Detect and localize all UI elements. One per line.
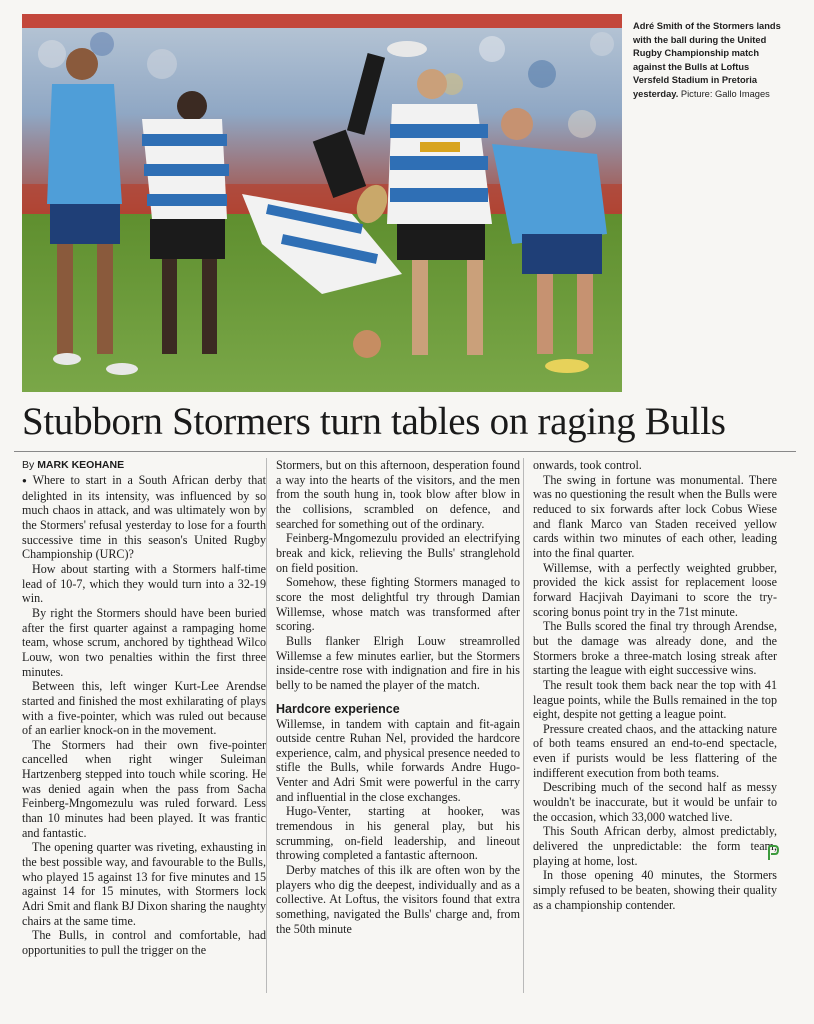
match-photo xyxy=(22,14,622,392)
article-paragraph: How about starting with a Stormers half-time lead of 10-7, which they would turn into a 32-19 win. xyxy=(22,561,266,606)
article-paragraph: The Stormers had their own five-pointer cancelled when right winger Suleiman Hartzenberg stepped into touch while scoring. He was denied again when the pass from Sacha Feinberg-Mngomezulu was ruled forward. Less than 10 minutes had been played. It was frantic and fantastic. xyxy=(22,737,266,840)
article-paragraph: Bulls flanker Elrigh Louw streamrolled Willemse a few minutes earlier, but the Stormers inside-centre rose with indignation and fire in his belly to be named the player of the match. xyxy=(276,633,520,692)
subheading: Hardcore experience xyxy=(276,701,400,716)
article-paragraph: Willemse, in tandem with captain and fit-again outside centre Ruhan Nel, provided the hardcore experience, calm, and physical presence needed to stifle the Bulls, while forwards Andre Hugo-Venter and Adri Smit were powerful in the carry and influential in the close exchanges. xyxy=(276,716,520,804)
article-paragraph: Describing much of the second half as messy wouldn't be inaccurate, but it would be unfair to the occasion, which 33,000 watched live. xyxy=(533,780,777,824)
article-column-1 xyxy=(22,458,266,958)
byline-author: MARK KEOHANE xyxy=(37,459,125,471)
article-paragraph: In those opening 40 minutes, the Stormers simply refused to be beaten, showing their quality as a championship contender. xyxy=(533,868,777,912)
caption-text: Adré Smith of the Stormers lands with the ball during the United Rugby Championship match against the Bulls at Loftus Versfeld Stadium in Pretoria yesterday. xyxy=(633,21,781,99)
article-column-3 xyxy=(533,458,777,912)
column-divider xyxy=(523,458,524,993)
headline: Stubborn Stormers turn tables on raging Bulls xyxy=(22,400,726,443)
headline-rule xyxy=(14,451,796,452)
article-paragraph: Derby matches of this ilk are often won by the players who dig the deepest, individually and as a collective. At Loftus, the visitors found that extra something, navigated the Bulls' charge and, from the 50th minute xyxy=(276,863,520,936)
article-column-2 xyxy=(276,458,520,936)
article-paragraph: Pressure created chaos, and the attacking nature of both teams ensured an end-to-end spectacle, even if purists would be less flattering of the indifferent execution from both teams. xyxy=(533,721,777,780)
article-paragraph: Stormers, but on this afternoon, desperation found a way into the hearts of the visitors, and the men from the south hung in, took blow after blow in the collisions, scrambled on defence, and searched for something out of the ordinary. xyxy=(276,458,520,531)
paragraph-text: Where to start in a South African derby that delighted in its intensity, was influenced by so much chaos in attack, and was ultimately won by the Stormers' refusal yesterday to lose for a fourth successive time in this season's United Rugby Championship (URC)? xyxy=(22,473,267,562)
article-paragraph: The Bulls, in control and comfortable, had opportunities to pull the trigger on the xyxy=(22,928,266,957)
photo-caption xyxy=(633,20,783,102)
article-paragraph: This South African derby, almost predictably, delivered the unpredictable: the form team, playing at home, lost. xyxy=(533,824,777,868)
article-paragraph: By right the Stormers should have been buried after the first quarter against a rampaging home team, whose scrum, anchored by tighthead Wilco Louw, won two penalties within the first three minutes. xyxy=(22,605,266,679)
article-paragraph: Somehow, these fighting Stormers managed to score the most delightful try through Damian Willemse, whose match was transformed after scoring. xyxy=(276,575,520,634)
article-paragraph xyxy=(22,473,266,562)
article-paragraph: The swing in fortune was monumental. There was no questioning the result when the Bulls were reduced to six forwards after lock Cobus Wiese and flank Marco van Staden received yellow cards within two minutes of each other, leading into the final quarter. xyxy=(533,472,777,560)
article-paragraph: Feinberg-Mngomezulu provided an electrifying break and kick, relieving the Bulls' stranglehold on field position. xyxy=(276,531,520,575)
bullet-icon: ● xyxy=(22,476,30,485)
byline-prefix: By xyxy=(22,459,35,471)
article-paragraph: The opening quarter was riveting, exhausting in the best possible way, and favourable to the Bulls, who played 15 against 13 for five minutes and 15 against 14 for 15 minutes, with Stormers lock Adri Smit and flank BJ Dixon sharing the naughty chairs at the same time. xyxy=(22,840,266,928)
article-paragraph: Willemse, with a perfectly weighted grubber, provided the kick assist for replacement loose forward Hacjivah Dayimani to score the try-scoring bonus point try in the 71st minute. xyxy=(533,560,777,619)
article-paragraph: The result took them back near the top with 41 league points, while the Bulls remained in the top eight, despite not getting a league point. xyxy=(533,677,777,722)
column-divider xyxy=(266,458,267,993)
article-paragraph: onwards, took control. xyxy=(533,458,642,472)
article-paragraph: Hugo-Venter, starting at hooker, was tremendous in his general play, but his scrumming, on-field leadership, and lineout throwing completed a fantastic afternoon. xyxy=(276,804,520,863)
reader-mark-icon[interactable] xyxy=(766,845,780,861)
photo-credit: Picture: Gallo Images xyxy=(680,88,770,99)
article-paragraph: The Bulls scored the final try through Arendse, but the damage was already done, and the Stormers broke a three-match losing streak after starting the league with eight successive wins. xyxy=(533,619,777,678)
rugby-action-image xyxy=(22,14,622,392)
byline xyxy=(22,458,266,472)
article-paragraph: Between this, left winger Kurt-Lee Arendse started and finished the most exhilarating of plays with a five-pointer, which was ruled out because of an earlier knock-on in the movement. xyxy=(22,679,266,738)
